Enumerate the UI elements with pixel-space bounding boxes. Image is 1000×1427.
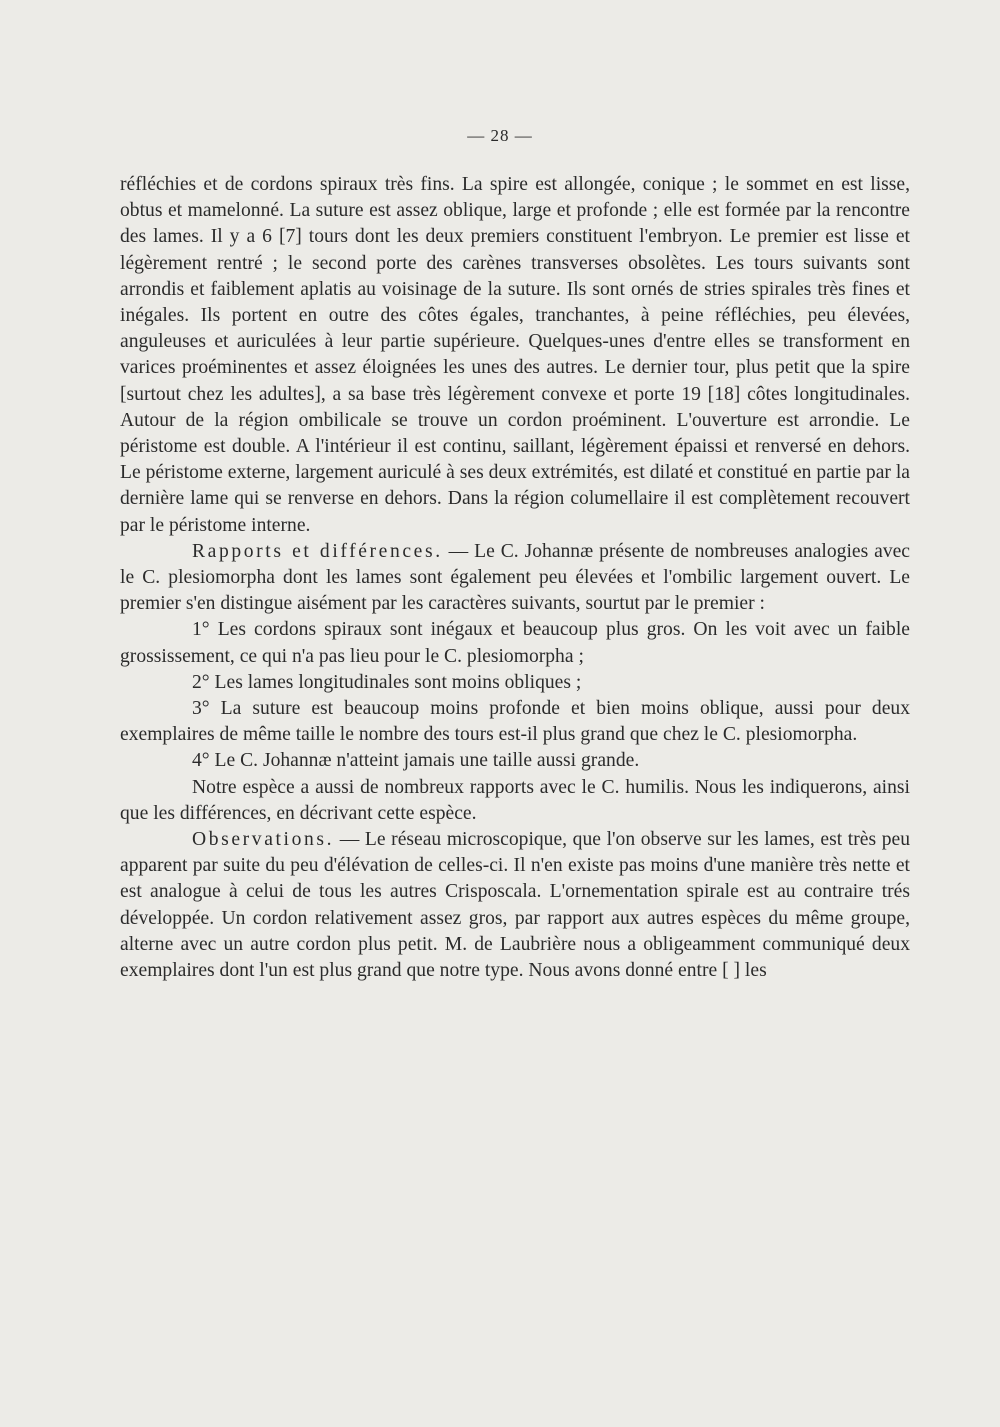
page-number: — 28 — [467, 126, 533, 145]
paragraph-rapports-text: — Le C. Johannæ présente de nombreuses analogies avec le C. plesiomorpha dont les lames sont également peu élevées et l'ombilic largement ouvert. Le premier s'en distingue aisément par les caractères suivants, sourtut par le premier : [120, 540, 911, 615]
paragraph-rapports [120, 539, 910, 618]
section-heading-rapports: Rapports et différences. [192, 540, 443, 562]
list-item-2: 2° Les lames longitudinales sont moins obliques ; [192, 671, 582, 693]
paragraph-description: réfléchies et de cordons spiraux très fins. La spire est allongée, conique ; le sommet en est lisse, obtus et mamelonné. La suture est assez oblique, large et profonde ; elle est formée par la rencontre des lames. Il y a 6 [7] tours dont les deux premiers constituent l'embryon. Le premier est lisse et légèrement rentré ; le second porte des carènes transverses obsolètes. Les tours suivants sont arrondis et faiblement aplatis au voisinage de la suture. Ils sont ornés de stries spirales très fines et inégales. Ils portent en outre des côtes égales, tranchantes, à peine réfléchies, peu élevées, anguleuses et auriculées à leur partie supérieure. Quelques-unes d'entre elles se transforment en varices proéminentes et assez éloignées les unes des autres. Le dernier tour, plus petit que la spire [surtout chez les adultes], a sa base très légèrement convexe et porte 19 [18] côtes longitudinales. Autour de la région ombilicale se trouve un cordon proéminent. L'ouverture est arrondie. Le péristome est double. A l'intérieur il est continu, saillant, légèrement épaissi et renversé en dehors. Le péristome externe, largement auriculé à ses deux extrémités, est dilaté et constitué en partie par la dernière lame qui se renverse en dehors. Dans la région columellaire il est complètement recouvert par le péristome interne. [120, 174, 910, 536]
paragraph-observations-text: — Le réseau microscopique, que l'on observe sur les lames, est très peu apparent par suite du peu d'élévation de celles-ci. Il n'en existe pas moins d'une manière très nette et est analogue à celui de tous les autres Crisposcala. L'ornementation spirale est au contraire trés développée. Un cordon relativement assez gros, par rapport aux autres espèces du même groupe, alterne avec un autre cordon plus petit. M. de Laubrière nous a obligeamment communiqué deux exemplaires dont l'un est plus grand que notre type. Nous avons donné entre [ ] les [120, 829, 910, 982]
list-item-3: 3° La suture est beaucoup moins profonde et bien moins oblique, aussi pour deux exemplaires de même taille le nombre des tours est-il plus grand que chez le C. plesiomorpha. [120, 698, 910, 746]
list-item-4: 4° Le C. Johannæ n'atteint jamais une taille aussi grande. [192, 750, 640, 772]
paragraph-humilis: Notre espèce a aussi de nombreux rapports avec le C. humilis. Nous les indiquerons, ainsi que les différences, en décrivant cette espèce. [120, 776, 910, 824]
list-item-1: 1° Les cordons spiraux sont inégaux et beaucoup plus gros. On les voit avec un faible grossissement, ce qui n'a pas lieu pour le C. plesiomorpha ; [120, 619, 910, 667]
body-text [120, 172, 910, 984]
section-heading-observations: Observations. [192, 829, 335, 851]
paragraph-observations [120, 827, 910, 984]
